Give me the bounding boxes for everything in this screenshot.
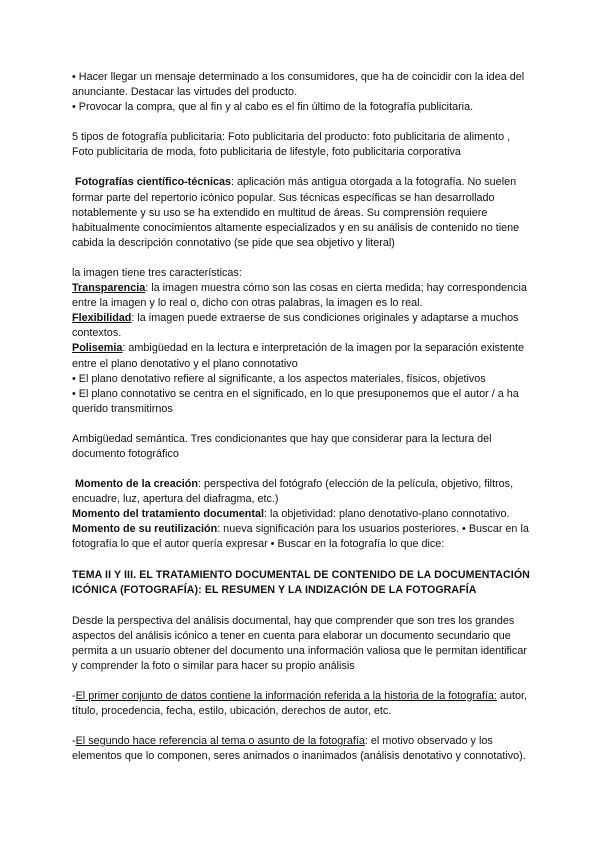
bold-term: Momento del tratamiento documental	[72, 508, 264, 521]
bullet-paragraph: • Hacer llegar un mensaje determinado a los consumidores, que ha de coincidir con la idea del anunciante. Destacar las virtudes del producto.	[72, 71, 525, 99]
underlined-phrase: El primer conjunto de datos contiene la información referida a la historia de la fotografía:	[75, 689, 497, 702]
paragraph: Polisemia: ambigüedad en la lectura e interpretación de la imagen por la separación existente entre el plano denotativo y el plano connotativo	[72, 342, 524, 370]
paragraph: Momento del tratamiento documental: la objetividad: plano denotativo-plano connotativo.	[72, 508, 510, 521]
paragraph: Fotografías científico-técnicas: aplicación más antigua otorgada a la fotografía. No suelen formar parte del repertorio icónico popular. Sus técnicas específicas se han desarrollado notablemente y su uso se ha extendido en multitud de áreas. Su comprensión requiere habitualmente conocimientos altamente especializados y en su análisis de contenido no tiene cabida la descripción connotativo (se pide que sea objetivo y literal)	[72, 176, 520, 249]
bullet-paragraph: • Provocar la compra, que al fin y al cabo es el fin último de la fotografía publicitaria.	[72, 101, 474, 114]
paragraph: la imagen tiene tres características:	[72, 266, 242, 279]
paragraph: Flexibilidad: la imagen puede extraerse de sus condiciones originales y adaptarse a muchos contextos.	[72, 312, 519, 340]
bold-term: Momento de la creación	[75, 478, 198, 491]
document-page	[72, 70, 532, 764]
underlined-phrase: El segundo hace referencia al tema o asunto de la fotografía	[75, 735, 365, 748]
paragraph: -El primer conjunto de datos contiene la información referida a la historia de la fotografía: autor, título, procedencia, fecha, estilo, ubicación, derechos de autor, etc.	[72, 689, 527, 717]
bold-term: Momento de su reutilización	[72, 523, 218, 536]
bullet-paragraph: • El plano connotativo se centra en el significado, en lo que presuponemos que el autor / a ha querido transmitirnos	[72, 387, 519, 415]
paragraph: 5 tipos de fotografía publicitaria: Foto publicitaria del producto: foto publicitaria de alimento , Foto publicitaria de moda, foto publicitaria de lifestyle, foto publicitaria corporativa	[72, 131, 511, 159]
bold-term: Fotografías científico-técnicas	[75, 176, 231, 189]
underlined-term: Polisemia	[72, 342, 123, 355]
paragraph: -El segundo hace referencia al tema o asunto de la fotografía: el motivo observado y los elementos que lo componen, seres animados o inanimados (análisis denotativo y connotativo).	[72, 735, 526, 763]
bullet-paragraph: • El plano denotativo refiere al significante, a los aspectos materiales, físicos, objetivos	[72, 372, 486, 385]
underlined-term: Flexibilidad	[72, 312, 132, 325]
paragraph: Momento de su reutilización: nueva significación para los usuarios posteriores. • Buscar en la fotografía lo que el autor quería expresar • Buscar en la fotografía lo que dice:	[72, 523, 529, 551]
section-heading: TEMA II Y III. EL TRATAMIENTO DOCUMENTAL DE CONTENIDO DE LA DOCUMENTACIÓN ICÓNICA (FOTOGRAFÍA): EL RESUMEN Y LA INDIZACIÓN DE LA FOTOGRAFÍA	[72, 568, 530, 597]
paragraph: Desde la perspectiva del análisis documental, hay que comprender que son tres los grandes aspectos del análisis icónico a tener en cuenta para elaborar un documento secundario que permita a un usuario obtener del documento una información valiosa que le permitan identificar y comprender la foto o similar para hacer su propio análisis	[72, 614, 527, 672]
paragraph: Momento de la creación: perspectiva del fotógrafo (elección de la película, objetivo, filtros, encuadre, luz, apertura del diafragma, etc.)	[72, 478, 514, 506]
paragraph: Ambigüedad semántica. Tres condicionantes que hay que considerar para la lectura del documento fotográfico	[72, 432, 492, 460]
paragraph: Transparencia: la imagen muestra cómo son las cosas en cierta medida; hay correspondencia entre la imagen y lo real o, dicho con otras palabras, la imagen es lo real.	[72, 282, 527, 310]
underlined-term: Transparencia	[72, 282, 146, 295]
